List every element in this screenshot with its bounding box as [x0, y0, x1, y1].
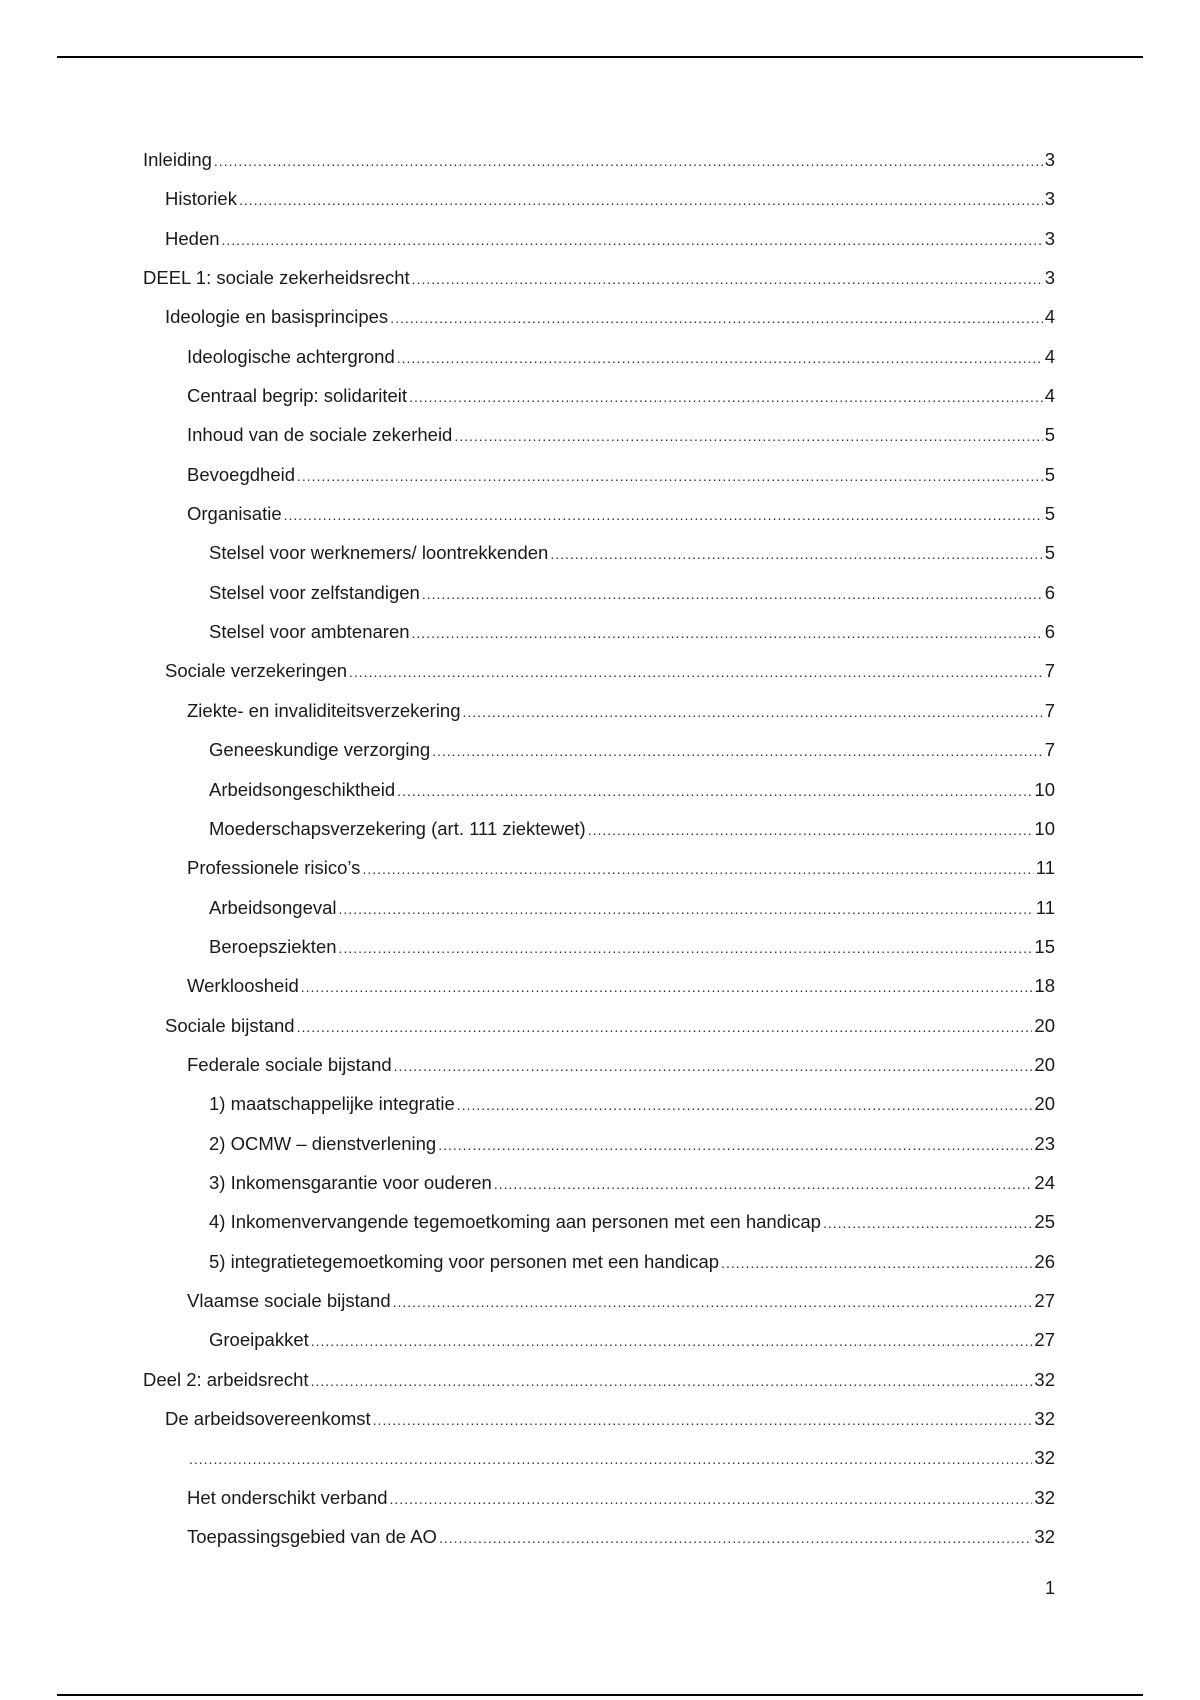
toc-entry[interactable] — [143, 691, 1055, 730]
toc-entry-page: 20 — [1034, 1053, 1055, 1075]
toc-entry-page: 3 — [1044, 267, 1055, 289]
toc-entry[interactable] — [143, 848, 1055, 887]
toc-dot-leader — [239, 181, 1043, 220]
toc-entry[interactable] — [143, 533, 1055, 572]
toc-entry-title: Deel 2: arbeidsrecht — [143, 1368, 309, 1390]
toc-dot-leader — [439, 1519, 1032, 1558]
toc-dot-leader — [339, 929, 1033, 968]
toc-entry-title: Vlaamse sociale bijstand — [187, 1289, 391, 1311]
toc-entry-page: 7 — [1044, 660, 1055, 682]
toc-dot-leader — [373, 1401, 1033, 1440]
toc-entry[interactable] — [143, 1202, 1055, 1241]
toc-entry[interactable] — [143, 730, 1055, 769]
toc-entry-page: 4 — [1044, 345, 1055, 367]
toc-entry-page: 3 — [1044, 188, 1055, 210]
toc-dot-leader — [339, 890, 1034, 929]
toc-dot-leader — [214, 142, 1043, 181]
toc-entry[interactable] — [143, 1242, 1055, 1281]
toc-dot-leader — [311, 1362, 1033, 1401]
toc-entry-page: 32 — [1034, 1368, 1055, 1390]
toc-entry[interactable] — [143, 415, 1055, 454]
toc-entry-title: Stelsel voor ambtenaren — [209, 621, 410, 643]
toc-entry-title: Ideologische achtergrond — [187, 345, 395, 367]
toc-entry-page: 7 — [1044, 739, 1055, 761]
toc-dot-leader — [362, 850, 1033, 889]
toc-dot-leader — [349, 653, 1043, 692]
toc-entry-title: Inleiding — [143, 149, 212, 170]
toc-entry[interactable] — [143, 966, 1055, 1005]
toc-entry-page: 3 — [1044, 149, 1055, 170]
toc-entry[interactable] — [143, 612, 1055, 651]
toc-dot-leader — [494, 1165, 1033, 1204]
toc-dot-leader — [390, 299, 1043, 338]
toc-entry-page: 25 — [1034, 1211, 1055, 1233]
toc-entry[interactable] — [143, 651, 1055, 690]
toc-dot-leader — [412, 260, 1043, 299]
toc-entry-title: Ideologie en basisprincipes — [165, 306, 389, 328]
toc-entry-page: 27 — [1034, 1289, 1055, 1311]
header-rule — [57, 56, 1143, 58]
toc-entry-title: Werkloosheid — [187, 975, 299, 997]
toc-entry-page: 32 — [1034, 1486, 1055, 1508]
toc-entry[interactable] — [143, 809, 1055, 848]
toc-entry-title: DEEL 1: sociale zekerheidsrecht — [143, 267, 410, 289]
toc-entry-page: 24 — [1034, 1171, 1055, 1193]
toc-entry[interactable] — [143, 297, 1055, 336]
toc-entry-page: 5 — [1044, 463, 1055, 485]
toc-dot-leader — [438, 1126, 1032, 1165]
toc-dot-leader — [588, 811, 1033, 850]
toc-entry[interactable] — [143, 1045, 1055, 1084]
toc-entry[interactable] — [143, 1320, 1055, 1359]
toc-entry-title: Federale sociale bijstand — [187, 1053, 392, 1075]
toc-entry-title: Organisatie — [187, 503, 282, 525]
toc-entry[interactable] — [143, 1438, 1055, 1477]
toc-entry-title: 1) maatschappelijke integratie — [209, 1093, 455, 1115]
toc-entry-title: 5) integratietegemoetkoming voor personen met een handicap — [209, 1250, 720, 1272]
toc-dot-leader — [397, 339, 1043, 378]
toc-entry[interactable] — [143, 455, 1055, 494]
toc-entry-page: 27 — [1034, 1329, 1055, 1351]
toc-dot-leader — [412, 614, 1043, 653]
toc-dot-leader — [222, 221, 1043, 260]
footer-rule — [57, 1694, 1143, 1696]
toc-entry[interactable] — [143, 573, 1055, 612]
toc-dot-leader — [463, 693, 1043, 732]
toc-entry[interactable] — [143, 258, 1055, 297]
toc-entry-title: Stelsel voor werknemers/ loontrekkenden — [209, 542, 549, 564]
table-of-contents — [143, 140, 1055, 1556]
toc-dot-leader — [454, 417, 1042, 456]
toc-entry[interactable] — [143, 1360, 1055, 1399]
toc-entry[interactable] — [143, 1517, 1055, 1556]
toc-entry-page: 15 — [1034, 935, 1055, 957]
toc-entry-title: Groeipakket — [209, 1329, 309, 1351]
toc-entry-page: 6 — [1044, 581, 1055, 603]
toc-entry[interactable] — [143, 337, 1055, 376]
toc-entry[interactable] — [143, 1478, 1055, 1517]
toc-entry-page: 20 — [1034, 1014, 1055, 1036]
toc-entry-page: 6 — [1044, 621, 1055, 643]
toc-entry[interactable] — [143, 1124, 1055, 1163]
toc-dot-leader — [393, 1283, 1033, 1322]
toc-entry-title: De arbeidsovereenkomst — [165, 1408, 371, 1429]
toc-dot-leader — [397, 772, 1032, 811]
toc-entry-page: 32 — [1034, 1447, 1055, 1469]
toc-entry-title: Arbeidsongeval — [209, 896, 337, 918]
toc-entry-title: Centraal begrip: solidariteit — [187, 385, 408, 407]
toc-entry[interactable] — [143, 179, 1055, 218]
toc-dot-leader — [390, 1480, 1033, 1519]
toc-entry-page: 32 — [1034, 1408, 1055, 1429]
toc-dot-leader — [422, 575, 1043, 614]
toc-entry-title: Arbeidsongeschiktheid — [209, 778, 396, 800]
toc-entry-page: 23 — [1034, 1132, 1055, 1154]
toc-entry[interactable] — [143, 1084, 1055, 1123]
toc-entry[interactable] — [143, 219, 1055, 258]
toc-entry-page: 4 — [1044, 306, 1055, 328]
toc-entry-title: Ziekte- en invaliditeitsverzekering — [187, 699, 461, 721]
toc-entry-page: 11 — [1035, 857, 1055, 879]
toc-entry-page: 7 — [1044, 699, 1055, 721]
toc-dot-leader — [823, 1204, 1032, 1243]
toc-entry[interactable] — [143, 140, 1055, 179]
toc-entry-title: 4) Inkomenvervangende tegemoetkoming aan personen met een handicap — [209, 1211, 821, 1233]
toc-entry[interactable] — [143, 376, 1055, 415]
toc-entry-title: Stelsel voor zelfstandigen — [209, 581, 420, 603]
toc-entry-page: 18 — [1034, 975, 1055, 997]
toc-entry-title: Moederschapsverzekering (art. 111 ziektewet) — [209, 817, 586, 839]
toc-entry-page: 11 — [1035, 896, 1055, 918]
toc-dot-leader — [550, 535, 1042, 574]
toc-entry-page: 5 — [1044, 503, 1055, 525]
toc-entry[interactable] — [143, 927, 1055, 966]
toc-dot-leader — [297, 1008, 1033, 1047]
toc-dot-leader — [457, 1086, 1033, 1125]
toc-dot-leader — [189, 1440, 1032, 1479]
toc-entry-title: Heden — [165, 227, 220, 249]
toc-entry-title: Inhoud van de sociale zekerheid — [187, 424, 453, 446]
toc-entry-title: Het onderschikt verband — [187, 1486, 388, 1508]
toc-entry-page: 5 — [1044, 424, 1055, 446]
toc-entry-title: Professionele risico’s — [187, 857, 361, 879]
toc-entry-page: 5 — [1044, 542, 1055, 564]
toc-entry-page: 10 — [1034, 817, 1055, 839]
toc-entry-page: 3 — [1044, 227, 1055, 249]
toc-entry[interactable] — [143, 1163, 1055, 1202]
toc-entry-title: Sociale bijstand — [165, 1014, 295, 1036]
toc-entry-page: 4 — [1044, 385, 1055, 407]
toc-dot-leader — [311, 1322, 1033, 1361]
toc-entry[interactable] — [143, 770, 1055, 809]
toc-entry-title: Sociale verzekeringen — [165, 660, 348, 682]
toc-entry[interactable] — [143, 1281, 1055, 1320]
toc-dot-leader — [721, 1244, 1032, 1283]
toc-dot-leader — [432, 732, 1043, 771]
toc-entry-title: 2) OCMW – dienstverlening — [209, 1132, 437, 1154]
toc-entry[interactable] — [143, 494, 1055, 533]
toc-dot-leader — [297, 457, 1043, 496]
toc-entry-title: Geneeskundige verzorging — [209, 739, 431, 761]
toc-entry-page: 10 — [1034, 778, 1055, 800]
toc-entry-title: Beroepsziekten — [209, 935, 337, 957]
toc-entry[interactable] — [143, 1006, 1055, 1045]
toc-entry-page: 32 — [1034, 1526, 1055, 1548]
toc-entry[interactable] — [143, 1399, 1055, 1438]
toc-entry-title: 3) Inkomensgarantie voor ouderen — [209, 1171, 492, 1193]
toc-dot-leader — [301, 968, 1033, 1007]
toc-entry-title: Bevoegdheid — [187, 463, 296, 485]
toc-dot-leader — [409, 378, 1043, 417]
toc-entry-title: Toepassingsgebied van de AO — [187, 1526, 437, 1548]
toc-dot-leader — [284, 496, 1043, 535]
toc-entry-page: 26 — [1034, 1250, 1055, 1272]
toc-entry-page: 20 — [1034, 1093, 1055, 1115]
page-number: 1 — [1044, 1578, 1055, 1598]
toc-entry[interactable] — [143, 888, 1055, 927]
toc-entry-title: Historiek — [165, 188, 237, 210]
toc-dot-leader — [394, 1047, 1033, 1086]
